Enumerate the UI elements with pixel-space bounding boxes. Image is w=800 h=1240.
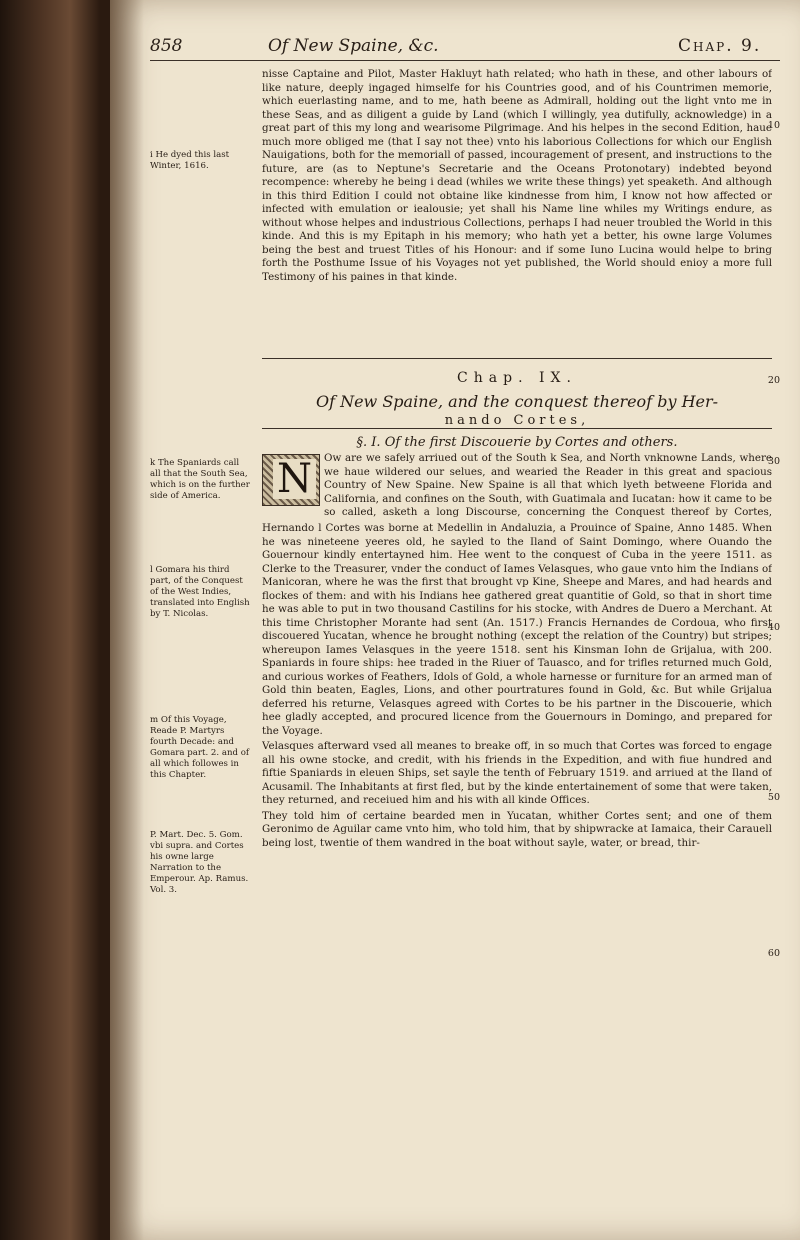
paragraph: They told him of certaine bearded men in Yucatan, whither Cortes sent; and one of them Geronimo de Aguilar came vnto him, who told him, that by shipwracke at Iamaica, their Carauell being lost, twentie of them wandred in the boat without sayle, water, or bread, thir- xyxy=(262,809,772,849)
line-number: 20 xyxy=(767,375,780,386)
line-number: 30 xyxy=(767,456,780,467)
chapter-label: Chap. IX. xyxy=(457,370,577,386)
opening-paragraph: Ow are we safely arriued out of the South k Sea, and North vnknowne Lands, where we haue wildered our selues, and wearied the Reader in this great and spacious Country of New Spaine. New Spaine is all that which lyeth betweene Florida and California, and confines on the South, with Guatimala and Iucatan: how it came to be so called, asketh a long Discourse, concerning the Conquest thereof by Cortes, xyxy=(324,452,772,518)
chapter-title: Of New Spaine, and the conquest thereof by Her- xyxy=(315,392,719,411)
line-number: 40 xyxy=(767,622,780,633)
margin-note: m Of this Voyage, Reade P. Martyrs fourth Decade: and Gomara part. 2. and of all which followes in this Chapter. xyxy=(150,715,250,780)
margin-note: i He dyed this last Winter, 1616. xyxy=(150,150,230,171)
spine-shadow xyxy=(110,0,144,1240)
line-number: 10 xyxy=(767,120,780,131)
chapter-heading xyxy=(262,370,772,428)
chapter-reference: Chap. 9. xyxy=(678,36,762,56)
header-rule xyxy=(150,60,780,61)
line-number: 50 xyxy=(767,792,780,803)
running-header xyxy=(150,36,770,62)
section-divider xyxy=(262,358,772,359)
paragraph: Hernando l Cortes was borne at Medellin in Andaluzia, a Prouince of Spaine, Anno 1485. When he was nineteene yeeres old, he sayled to the Iland of Saint Domingo, where Ouando the Gouernour kindly entertayned him. Hee went to the conquest of Cuba in the yeere 1511. as Clerke to the Treasurer, vnder the conduct of Iames Velasques, who gaue vnto him the Indians of Manicoran, where he was the first that brought vp Kine, Sheepe and Mares, and had heards and flockes of them: and with his Indians hee gathered great quantitie of Gold, so that in short time he was able to put in two thousand Castilins for his stocke, with Andres de Duero a Merchant. At this time Christopher Morante had sent (An. 1517.) Francis Hernandes de Cordoua, who first discouered Yucatan, whence he brought nothing (except the relation of the Country) but stripes; whereupon Iames Velasques in the yeere 1518. sent his Kinsman Iohn de Grijalua, with 200. Spaniards in foure ships: hee traded in the Riuer of Tauasco, and for trifles returned much Gold, and curious workes of Feathers, Idols of Gold, a whole harnesse or furniture for an armed man of Gold thin beaten, Eagles, Lions, and other pourtratures found in Gold, &c. But while Grijalua deferred his returne, Velasques agreed with Cortes to be his partner in the Discouerie, which hee gladly accepted, and procured licence from the Gouernours in Domingo, and prepared for the Voyage. xyxy=(262,522,772,737)
section-heading xyxy=(262,435,772,450)
chapter-title-cont: nando Cortes, xyxy=(444,413,590,428)
paragraph: Velasques afterward vsed all meanes to breake off, in so much that Cortes was forced to engage all his owne stocke, and credit, with his friends in the Expedition, and with fiue hundred and fiftie Spaniards in eleuen Ships, set sayle the tenth of February 1519. and arriued at the Iland of Acusamil. The Inhabitants at first fled, but by the kinde entertainement of some that were taken, they returned, and receiued him and his with all kinde Offices. xyxy=(262,740,772,806)
main-text xyxy=(262,522,772,1222)
section-divider xyxy=(262,428,772,429)
page-number: 858 xyxy=(150,36,183,56)
top-paragraph: nisse Captaine and Pilot, Master Hakluyt hath related; who hath in these, and other labours of like nature, deeply ingaged himselfe for his Countries good, and of his Countrimen memorie, which euerlasting name, and to me, hath beene as Admirall, holding out the light vnto me in these Seas, and as diligent a guide by Land (which I willingly, yea dutifully, acknowledge) in a great part of this my long and wearisome Pilgrimage. And his helpes in the second Edition, haue much more obliged me (that I say not thee) vnto his laborious Collections for which our English Nauigations, both for the memoriall of passed, incouragement of present, and instructions to the future, are (as to Neptune's Secretarie and the Oceans Protonotary) indebted beyond recompence: whereby he being i dead (whiles we write these things) yet speaketh. And although in this third Edition I could not obtaine like kindnesse from him, I know not how affected or infected with emulation or iealousie; yet shall his Name line whiles my Writings endure, as without whose helpes and industrious Collections, perhaps I had neuer troubled the World in this kinde. And this is my Epitaph in his memory; who hath yet a better, his owne large Volumes being the best and truest Titles of his Honour: and if some Iuno Lucina would helpe to bring forth the Posthume Issue of his Voyages not yet published, the World should enioy a more full Testimony of his paines in that kinde. xyxy=(262,68,772,283)
running-title: Of New Spaine, &c. xyxy=(268,36,439,56)
margin-note: l Gomara his third part, of the Conquest of the West Indies, translated into English by T. Nicolas. xyxy=(150,565,250,619)
drop-cap-ornament xyxy=(262,454,320,506)
margin-note: k The Spaniards call all that the South Sea, which is on the further side of America. xyxy=(150,458,250,501)
margin-note: P. Mart. Dec. 5. Gom. vbi supra. and Cortes his owne large Narration to the Emperour. Ap. Ramus. Vol. 3. xyxy=(150,830,249,895)
section-title: Of the first Discouerie by Cortes and others. xyxy=(384,435,678,450)
drop-cap-letter: N xyxy=(273,459,316,499)
line-number: 60 xyxy=(767,948,780,959)
section-number: §. I. xyxy=(356,435,381,450)
